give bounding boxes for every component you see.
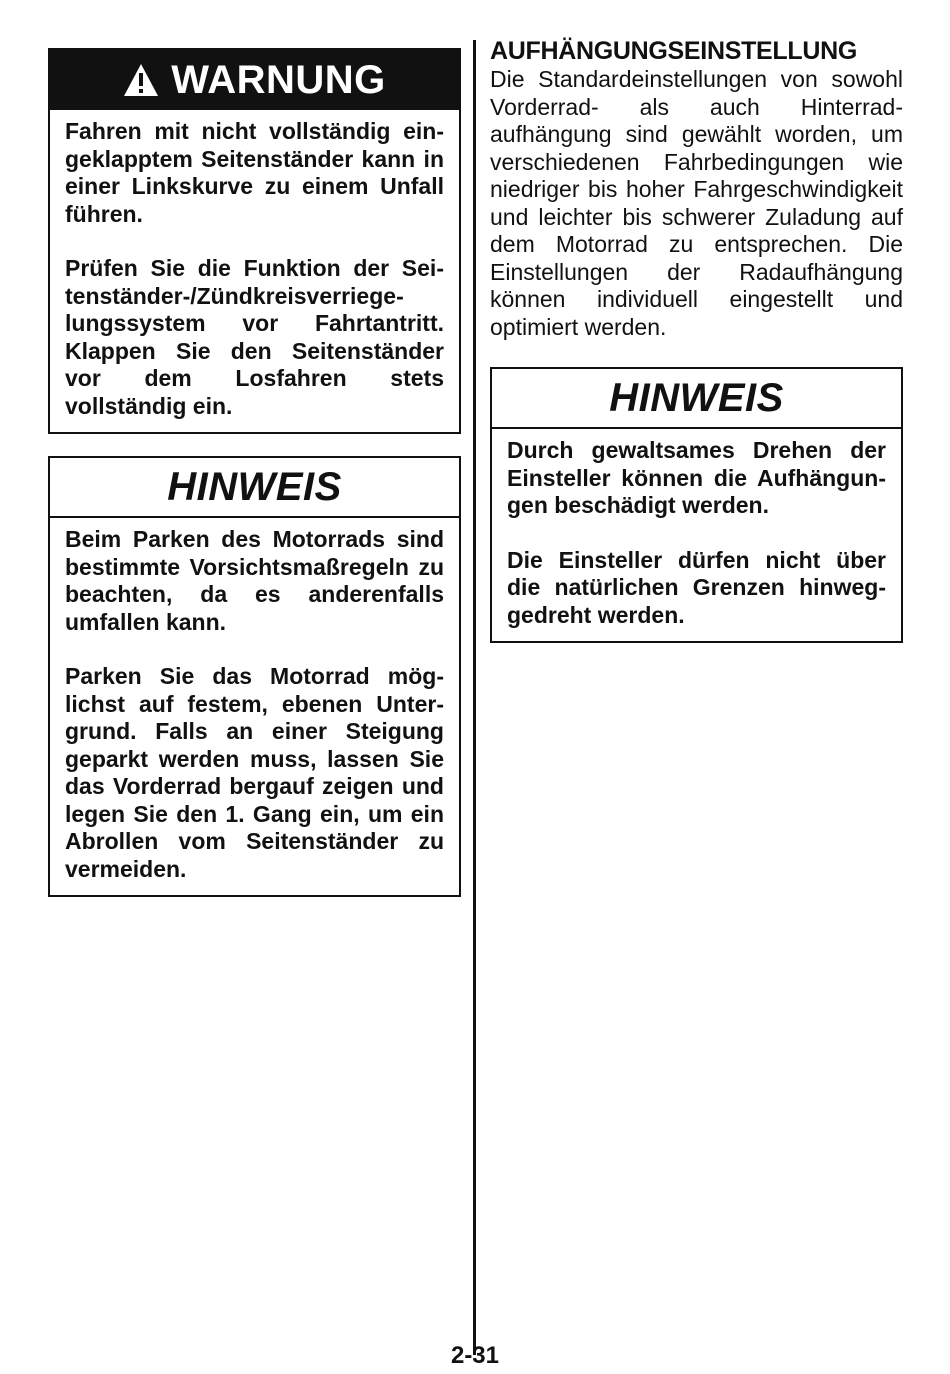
warning-title: WARNUNG: [171, 57, 386, 102]
warning-paragraph: Fahren mit nicht vollständig eingeklapptem Seitenständer kann in einer Linkskurve zu einem Unfall führen.: [65, 118, 444, 227]
page-number: 2-31: [450, 1342, 500, 1369]
column-divider: [473, 40, 476, 1355]
warning-triangle-icon: [123, 63, 159, 97]
warning-header: [50, 50, 459, 110]
adjuster-note-title: HINWEIS: [609, 375, 784, 420]
adjuster-note-paragraph: Durch gewaltsames Drehen der Einsteller können die Aufhängungen beschädigt werden.: [507, 437, 886, 518]
left-column: [48, 48, 461, 897]
adjuster-note-header: [492, 369, 901, 429]
parking-note-title: HINWEIS: [167, 464, 342, 509]
adjuster-note-body: [492, 429, 901, 641]
adjuster-note-box: [490, 367, 903, 643]
adjuster-note-paragraph: Die Einsteller dürfen nicht über die natürlichen Grenzen hinweggedreht werden.: [507, 546, 886, 628]
warning-body: [50, 110, 459, 432]
warning-paragraph: Prüfen Sie die Funktion der Seitenständer-/Zündkreisverriegelungssystem vor Fahrtantritt. Klappen Sie den Seitenständer vor dem Losfahren stets vollständig ein.: [65, 255, 444, 419]
section-body-text: Die Standardeinstellungen von sowohl Vorderrad- als auch Hinterradaufhängung sind gewählt worden, um verschiedenen Fahrbedingungen wie niedriger bis hoher Fahrgeschwindigkeit und leichter bis schwerer Zuladung auf dem Motorrad zu entsprechen. Die Einstellungen der Radaufhängung können individuell eingestellt und optimiert werden.: [490, 66, 903, 340]
parking-note-header: [50, 458, 459, 518]
parking-note-box: [48, 456, 461, 897]
parking-note-body: [50, 518, 459, 895]
section-heading: AUFHÄNGUNGSEINSTELLUNG: [490, 37, 858, 65]
parking-note-paragraph: Beim Parken des Motorrads sind bestimmte Vorsichtsmaßregeln zu beachten, da es anderenfalls umfallen kann.: [65, 526, 444, 635]
parking-note-paragraph: Parken Sie das Motorrad möglichst auf festem, ebenen Untergrund. Falls an einer Steigung geparkt werden muss, lassen Sie das Vorderrad bergauf zeigen und legen Sie den 1. Gang ein, um ein Abrollen vom Seitenständer zu vermeiden.: [65, 663, 444, 882]
right-column: [490, 36, 903, 643]
warning-box: [48, 48, 461, 434]
